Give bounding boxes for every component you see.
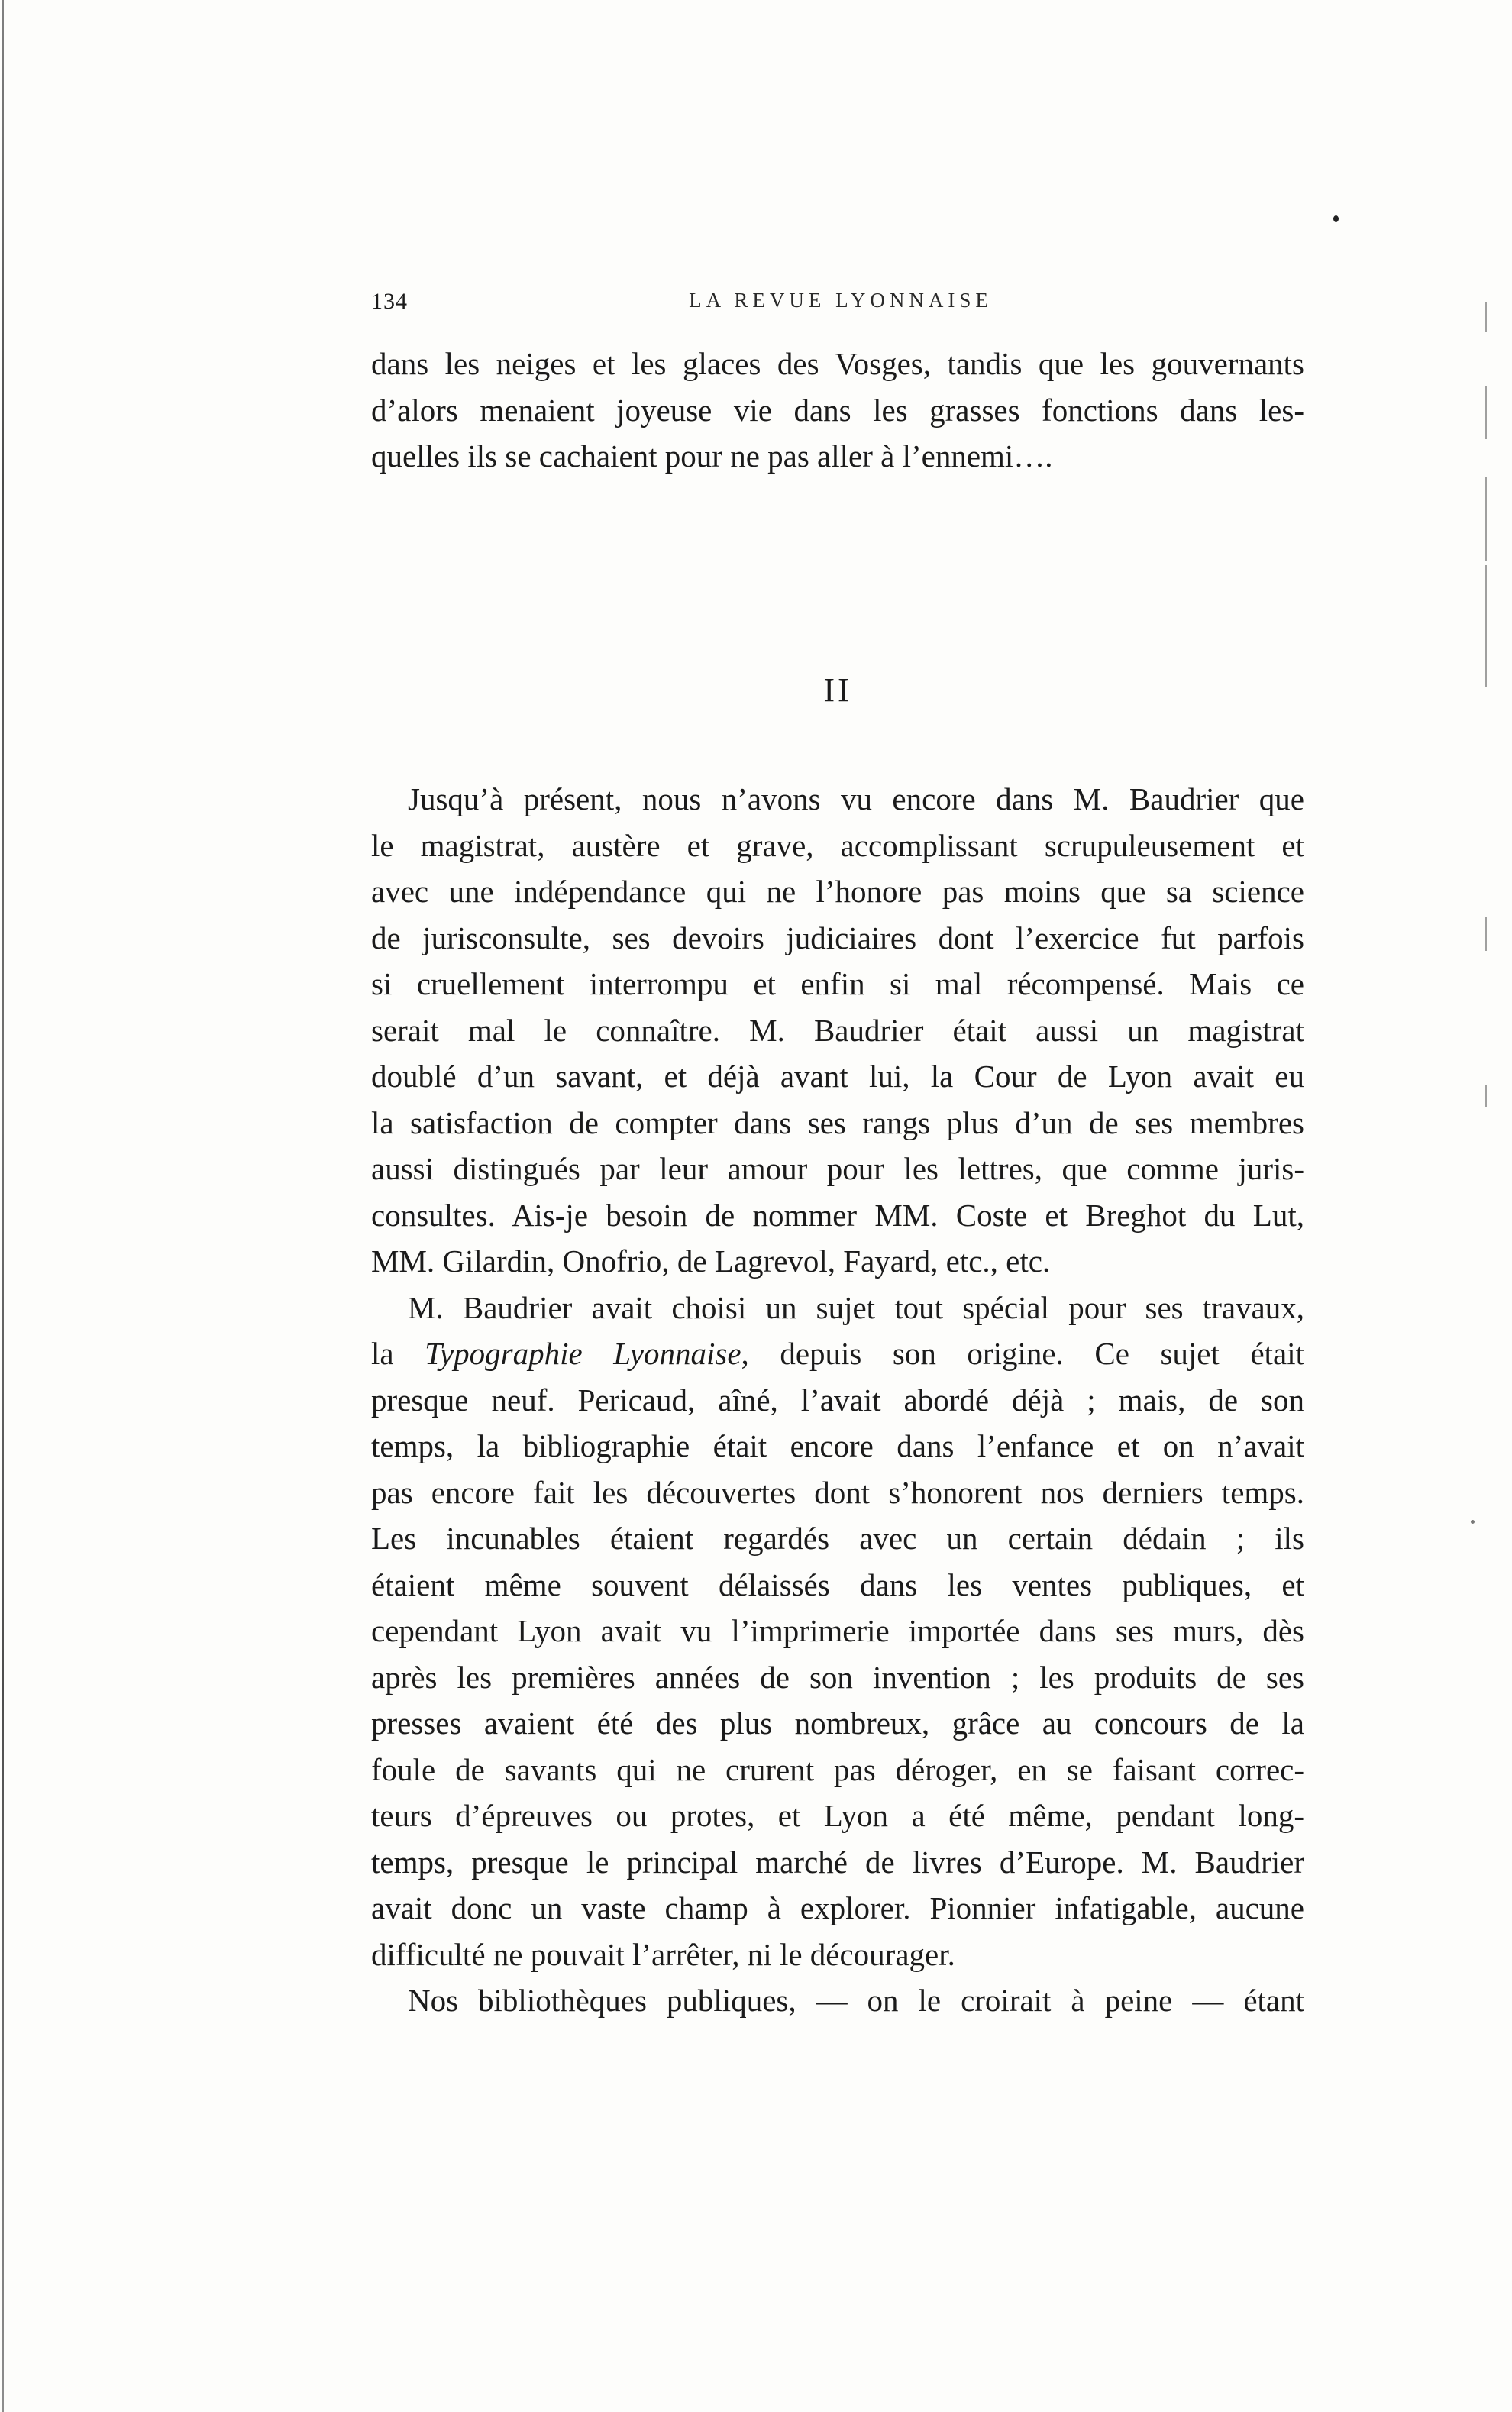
text-line: consultes. Ais-je besoin de nommer MM. Coste et Breghot du Lut, [371, 1197, 1304, 1233]
text-line: dans les neiges et les glaces des Vosges, tandis que les gouvernants [371, 346, 1304, 381]
text-line: MM. Gilardin, Onofrio, de Lagrevol, Fayard, etc., etc. [371, 1243, 1051, 1279]
text-line: après les premières années de son invention ; les produits de ses [371, 1659, 1304, 1695]
scan-edge-right-mark [1485, 477, 1487, 561]
ink-speck [1471, 1520, 1475, 1524]
text-line: la satisfaction de compter dans ses rangs plus d’un de ses membres [371, 1104, 1304, 1140]
paragraph-3 [371, 1977, 1304, 2024]
text-line: temps, presque le principal marché de livres d’Europe. M. Baudrier [371, 1844, 1304, 1880]
text-line: Nos bibliothèques publiques, — on le croirait à peine — étant [408, 1983, 1304, 2018]
running-head: LA REVUE LYONNAISE [689, 289, 993, 312]
text-line: quelles ils se cachaient pour ne pas aller à l’ennemi…. [371, 438, 1053, 474]
page-header [371, 289, 1310, 327]
scan-edge-right-mark [1485, 386, 1487, 439]
opening-paragraph [371, 341, 1304, 480]
text-line: presque neuf. Pericaud, aîné, l’avait abordé déjà ; mais, de son [371, 1382, 1304, 1418]
text-line [371, 1330, 1304, 1377]
text-line: étaient même souvent délaissés dans les ventes publiques, et [371, 1567, 1304, 1602]
text-line: difficulté ne pouvait l’arrêter, ni le décourager. [371, 1936, 955, 1972]
italic-title: Typographie Lyonnaise [425, 1336, 741, 1371]
text-line: temps, la bibliographie était encore dans l’enfance et on n’avait [371, 1428, 1304, 1463]
scan-edge-left [2, 0, 4, 2412]
ink-speck [1333, 215, 1339, 222]
body-text [371, 776, 1304, 2024]
text-line: M. Baudrier avait choisi un sujet tout spécial pour ses travaux, [408, 1289, 1304, 1325]
text-line: pas encore fait les découvertes dont s’honorent nos derniers temps. [371, 1474, 1304, 1510]
text-line: Jusqu’à présent, nous n’avons vu encore dans M. Baudrier que [408, 781, 1304, 816]
text-line: doublé d’un savant, et déjà avant lui, la Cour de Lyon avait eu [371, 1059, 1304, 1094]
text-fragment: la [371, 1336, 394, 1371]
text-line: avait donc un vaste champ à explorer. Pionnier infatigable, aucune [371, 1890, 1304, 1925]
scan-edge-right-mark [1485, 1085, 1487, 1107]
text-line: le magistrat, austère et grave, accomplissant scrupuleusement et [371, 827, 1304, 863]
text-line: serait mal le connaître. M. Baudrier était aussi un magistrat [371, 1012, 1304, 1048]
paragraph-1 [371, 776, 1304, 1285]
text-line: foule de savants qui ne crurent pas déroger, en se faisant correc- [371, 1751, 1304, 1787]
paragraph-2 [371, 1285, 1304, 1978]
text-fragment: , depuis son origine. Ce sujet était [741, 1336, 1305, 1371]
text-line: aussi distingués par leur amour pour les lettres, que comme juris- [371, 1151, 1304, 1186]
scan-edge-right-mark [1485, 917, 1487, 951]
text-line: presses avaient été des plus nombreux, grâce au concours de la [371, 1706, 1304, 1741]
text-line: teurs d’épreuves ou protes, et Lyon a été même, pendant long- [371, 1798, 1304, 1833]
section-heading: II [823, 671, 852, 709]
text-line: Les incunables étaient regardés avec un certain dédain ; ils [371, 1521, 1304, 1556]
text-line: avec une indépendance qui ne l’honore pas moins que sa science [371, 874, 1304, 909]
text-line: si cruellement interrompu et enfin si mal récompensé. Mais ce [371, 966, 1304, 1001]
text-line: cependant Lyon avait vu l’imprimerie importée dans ses murs, dès [371, 1613, 1304, 1648]
scan-edge-right-mark [1485, 302, 1487, 332]
text-line: d’alors menaient joyeuse vie dans les grasses fonctions dans les- [371, 392, 1304, 428]
text-line: de jurisconsulte, ses devoirs judiciaires dont l’exercice fut parfois [371, 920, 1304, 955]
page-number: 134 [371, 289, 408, 314]
scan-edge-right-mark [1485, 565, 1487, 687]
